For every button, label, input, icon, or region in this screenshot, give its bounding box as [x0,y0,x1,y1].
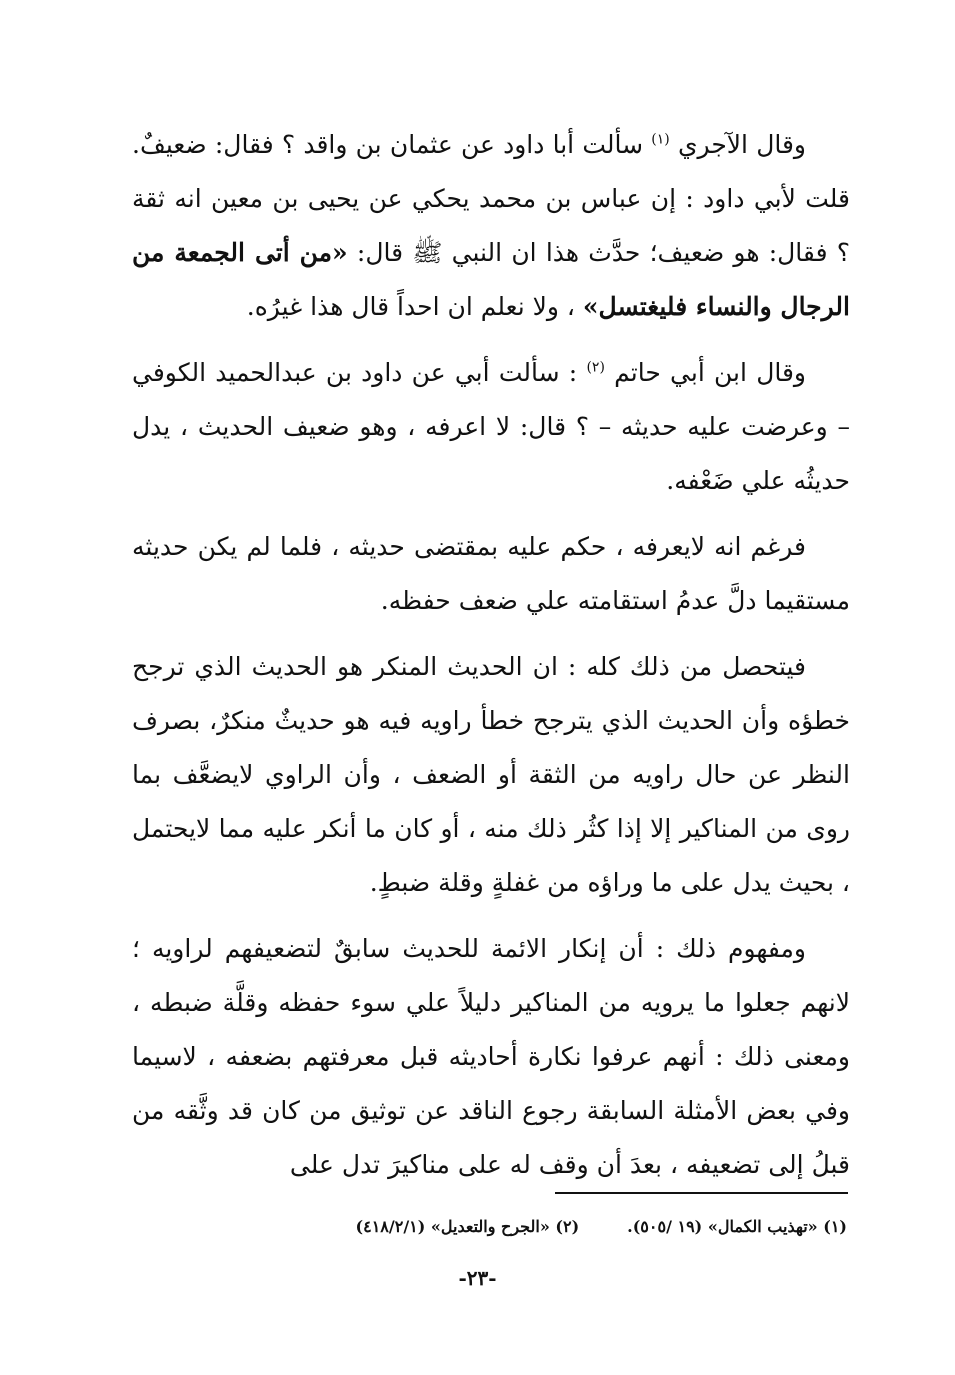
footnote-ref-1: (١) [651,131,670,148]
body-text [132,118,850,1192]
paragraph-implication: ومفهوم ذلك : أن إنكار الائمة للحديث سابقٌ لتضعيفهم لراويه ؛ لانهم جعلوا ما يرويه من المناكير دليلاً علي سوء حفظه وقلَّة ضبطه ، ومعنى ذلك : أنهم عرفوا نكارة أحاديثه قبل معرفتهم بضعفه ، لاسيما وفي بعض الأمثلة السابقة رجوع الناقد عن توثيق من كان قد وثَّقه من قبلُ إلى تضعيفه ، بعدَ أن وقف له على مناكيرَ تدل على [132,934,850,1179]
page-number: -٢٣- [458,1266,497,1290]
hadith-quote: «من أتى الجمعة من الرجال والنساء فليغتسل» [132,238,850,321]
paragraph-ajurri-text: سألت أبا داود عن عثمان بن واقد ؟ فقال: ضعيفٌ. قلت لأبي داود : إن عباس بن محمد يحكي عن يحيى بن معين انه ثقة ؟ فقال: هو ضعيف؛ حدَّث هذا ان النبي ﷺ قال: [132,130,850,267]
paragraph-ibn-abi-hatim-text: : سألت أبي عن داود بن عبدالحميد الكوفي – وعرضت عليه حديثه – ؟ قال: لا اعرفه ، وهو ضعيف الحديث ، يدل حديثُه علي ضَعْفه. [132,358,850,495]
paragraph-conclusion-hifz: فرغم انه لايعرفه ، حكم عليه بمقتضى حديثه ، فلما لم يكن حديثه مستقيما دلَّ عدمُ استقامته علي ضعف حفظه. [132,532,850,615]
paragraph-summary-munkar: فيتحصل من ذلك كله : ان الحديث المنكر هو الحديث الذي ترجح خطؤه وأن الحديث الذي يترجح خطأ راويه فيه هو حديثٌ منكرٌ، بصرف النظر عن حال راويه من الثقة أو الضعف ، وأن الراوي لايضعَّف بما روى من المناكير إلا إذا كثُر ذلك منه ، أو كان ما أنكر عليه مما لايحتمل ، بحيث يدل على ما وراؤه من غفلةٍ وقلة ضبطٍ. [132,652,850,897]
paragraph-ibn-abi-hatim [132,346,850,508]
footnote-ref-2: (٢) [586,359,605,376]
paragraph-ibn-abi-hatim-intro: وقال ابن أبي حاتم [614,358,806,387]
paragraph-ajurri-quote [132,118,850,334]
footnote-divider [555,1192,848,1194]
footnotes [147,1216,847,1238]
paragraph-ajurri-intro: وقال الآجري [677,130,807,159]
footnote-1: (١) «تهذيب الكمال» (١٩ /٥٠٥). [627,1217,847,1236]
footnote-2: (٢) «الجرح والتعديل» (٤١٨/٢/١) [355,1217,580,1236]
paragraph-ajurri-end: ، ولا نعلم ان احداً قال هذا غيرُه. [246,292,575,321]
